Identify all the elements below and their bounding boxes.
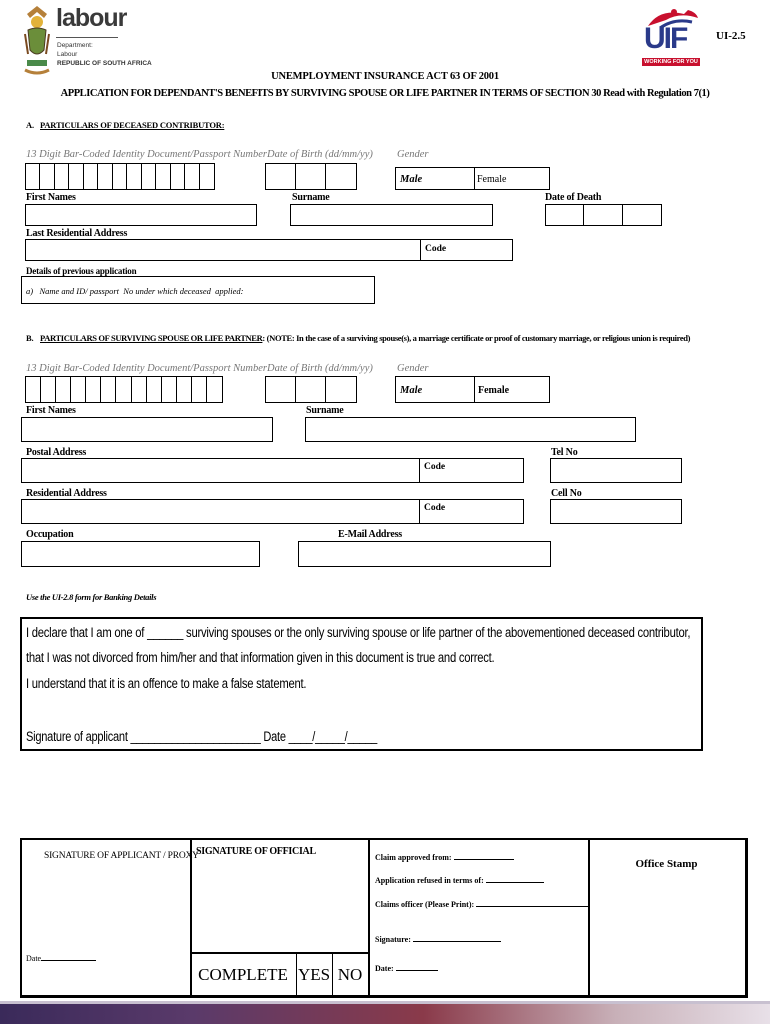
claim-approved-line <box>454 859 514 860</box>
signature-line <box>413 941 501 942</box>
no-option[interactable]: NO <box>337 965 363 984</box>
complete-label: COMPLETE <box>198 965 288 984</box>
b-surname-input[interactable] <box>305 417 636 442</box>
b-gender-male-label: Male <box>400 385 423 396</box>
form-code: UI-2.5 <box>716 30 746 42</box>
a-first-names-input[interactable] <box>25 204 257 226</box>
footer-band-line <box>0 1001 770 1004</box>
claim-approved-label: Claim approved from: <box>375 853 452 862</box>
section-b-note: : (NOTE: In the case of a surviving spouse(s), a marriage certificate or proof of customary marriage, or religious union is required) <box>262 333 691 343</box>
dept-line-2: Labour <box>57 51 78 58</box>
b-first-names-input[interactable] <box>21 417 273 442</box>
uif-logo <box>640 6 704 68</box>
b-email-input[interactable] <box>298 541 551 567</box>
a-gender-male-option[interactable] <box>395 167 475 190</box>
footer-band <box>0 1004 770 1024</box>
b-id-number-input[interactable] <box>25 376 223 403</box>
a-date-of-death-input[interactable] <box>545 204 662 226</box>
a-id-label: 13 Digit Bar-Coded Identity Document/Passport Number <box>26 149 267 160</box>
b-gender-female-label: Female <box>478 385 510 396</box>
banking-note: Use the UI-2.8 form for Banking Details <box>26 592 157 602</box>
signature-label: Signature: <box>375 935 411 944</box>
b-postal-label: Postal Address <box>26 447 87 458</box>
b-gender-male-option[interactable] <box>395 376 475 403</box>
section-a-heading: PARTICULARS OF DECEASED CONTRIBUTOR: <box>40 120 225 130</box>
officer-row[interactable] <box>375 900 588 909</box>
dept-underline <box>56 37 118 38</box>
b-residential-input[interactable] <box>21 499 420 524</box>
a-surname-input[interactable] <box>290 204 493 226</box>
b-postal-input[interactable] <box>21 458 420 483</box>
date2-row[interactable] <box>375 964 438 973</box>
b-dob-input[interactable] <box>265 376 357 403</box>
declaration-line-3: I understand that it is an offence to make a false statement. <box>26 676 307 691</box>
b-occupation-label: Occupation <box>26 529 74 540</box>
b-cell-input[interactable] <box>550 499 682 524</box>
b-postal-code-input[interactable] <box>419 458 524 483</box>
b-code2-label: Code <box>424 503 446 513</box>
uif-logo-text: UIF <box>644 22 687 55</box>
date2-label: Date: <box>375 964 394 973</box>
a-gender-female-label: Female <box>477 174 507 185</box>
b-first-names-label: First Names <box>26 405 76 416</box>
b-email-label: E-Mail Address <box>338 529 402 540</box>
b-gender-female-option[interactable] <box>474 376 550 403</box>
coat-of-arms-icon <box>22 4 52 78</box>
declaration-line-1: I declare that I am one of ______ surviving spouses or the only surviving spouse or life partner of the abovementioned deceased contributor, <box>26 625 691 640</box>
a-dob-label: Date of Birth (dd/mm/yy) <box>267 149 373 160</box>
a-first-names-label: First Names <box>26 192 76 203</box>
dept-labour-title: labour <box>56 4 127 32</box>
office-date-row[interactable] <box>26 954 96 963</box>
a-last-address-input[interactable] <box>25 239 421 261</box>
a-code-input[interactable] <box>420 239 513 261</box>
date2-line <box>396 970 438 971</box>
b-surname-label: Surname <box>306 405 344 416</box>
dept-line-1: Department: <box>57 42 93 49</box>
section-b-heading: PARTICULARS OF SURVIVING SPOUSE OR LIFE PARTNER <box>40 333 263 343</box>
signature-row[interactable] <box>375 935 501 944</box>
refused-row[interactable] <box>375 876 544 885</box>
dept-line-3: REPUBLIC OF SOUTH AFRICA <box>57 60 152 67</box>
b-dob-label: Date of Birth (dd/mm/yy) <box>267 363 373 374</box>
b-tel-label: Tel No <box>551 447 578 458</box>
a-gender-label: Gender <box>397 149 429 160</box>
office-divider-4 <box>745 838 747 998</box>
claim-approved-row[interactable] <box>375 853 514 862</box>
a-prev-app-input[interactable] <box>21 276 375 304</box>
section-a-prefix: A. <box>26 120 34 130</box>
a-prev-app-label: Details of previous application <box>26 266 137 276</box>
b-code1-label: Code <box>424 462 446 472</box>
declaration-line-2: that I was not divorced from him/her and that information given in this document is true and correct. <box>26 650 495 665</box>
a-surname-label: Surname <box>292 192 330 203</box>
a-code-label: Code <box>425 244 447 254</box>
declaration-signature-line[interactable]: Signature of applicant ______________________ Date ____/_____/_____ <box>26 729 378 744</box>
a-dob-input[interactable] <box>265 163 357 190</box>
section-b-heading-row <box>40 333 690 343</box>
office-divider-2 <box>368 838 370 998</box>
office-date-label: Date <box>26 954 42 963</box>
a-last-address-label: Last Residential Address <box>26 228 128 239</box>
a-prev-app-a-label: a) Name and ID/ passport No under which deceased applied: <box>26 286 244 296</box>
sig-applicant-label: SIGNATURE OF APPLICANT / PROXY <box>44 851 199 861</box>
a-id-number-input[interactable] <box>25 163 215 190</box>
title-application: APPLICATION FOR DEPENDANT'S BENEFITS BY SURVIVING SPOUSE OR LIFE PARTNER IN TERMS OF SECTION 30 Read with Regulation 7(1) <box>60 88 710 99</box>
b-tel-input[interactable] <box>550 458 682 483</box>
a-gender-male-label: Male <box>400 174 423 185</box>
a-date-of-death-label: Date of Death <box>545 192 602 203</box>
officer-label: Claims officer (Please Print): <box>375 900 475 909</box>
uif-tagline: WORKING FOR YOU <box>642 58 700 66</box>
b-residential-label: Residential Address <box>26 488 107 499</box>
section-b-prefix: B. <box>26 333 34 343</box>
b-residential-code-input[interactable] <box>419 499 524 524</box>
b-gender-label: Gender <box>397 363 429 374</box>
sig-official-label: SIGNATURE OF OFFICIAL <box>196 846 316 857</box>
officer-line <box>476 906 588 907</box>
complete-row-top <box>190 952 368 954</box>
title-act: UNEMPLOYMENT INSURANCE ACT 63 OF 2001 <box>271 71 499 82</box>
refused-label: Application refused in terms of: <box>375 876 484 885</box>
yes-option[interactable]: YES <box>297 965 331 984</box>
a-gender-female-option[interactable] <box>474 167 550 190</box>
refused-line <box>486 882 544 883</box>
b-id-label: 13 Digit Bar-Coded Identity Document/Passport Number <box>26 363 267 374</box>
b-occupation-input[interactable] <box>21 541 260 567</box>
office-stamp-label: Office Stamp <box>635 858 698 870</box>
b-cell-label: Cell No <box>551 488 582 499</box>
office-date-line <box>41 960 96 961</box>
